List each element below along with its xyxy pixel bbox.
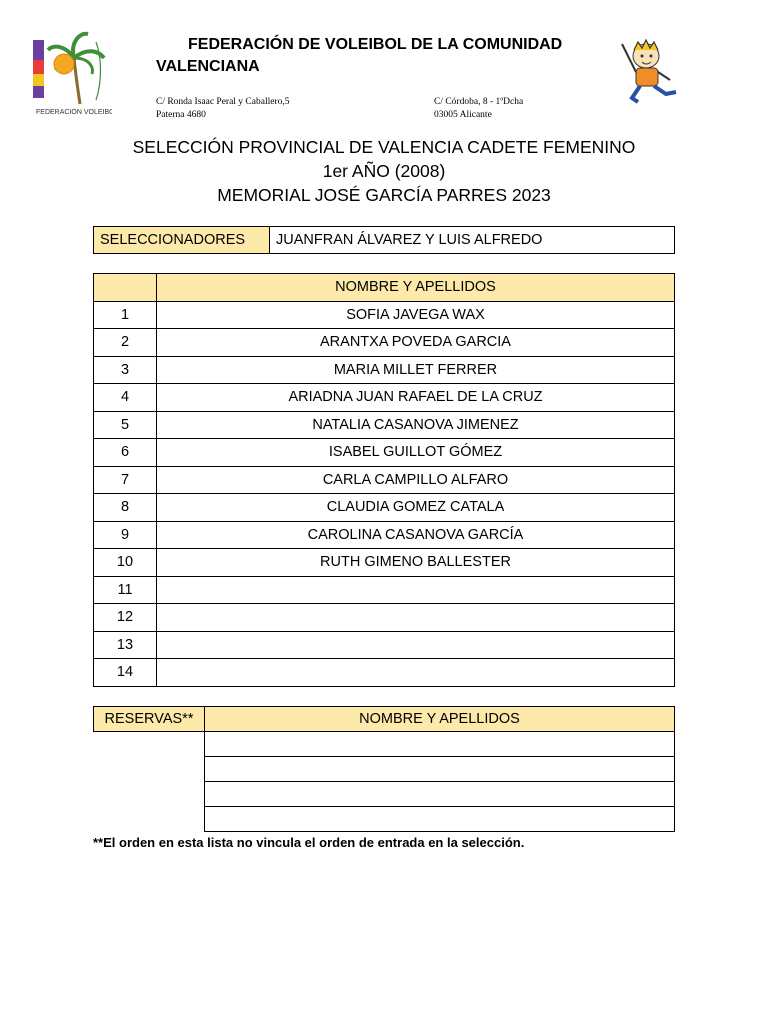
reserve-spacer xyxy=(94,807,205,832)
table-row xyxy=(94,466,675,494)
reserves-header-name: NOMBRE Y APELLIDOS xyxy=(205,707,675,732)
table-row xyxy=(94,384,675,412)
players-table xyxy=(93,273,675,687)
player-name: ISABEL GUILLOT GÓMEZ xyxy=(157,439,675,467)
reserve-name xyxy=(205,757,675,782)
player-name: RUTH GIMENO BALLESTER xyxy=(157,549,675,577)
table-row xyxy=(94,757,675,782)
logo-bottom-text: FEDERACION VOLEIBOL xyxy=(36,109,112,116)
player-name: MARIA MILLET FERRER xyxy=(157,356,675,384)
reserve-spacer xyxy=(94,782,205,807)
player-number: 8 xyxy=(94,494,157,522)
mascot-body xyxy=(636,68,658,86)
table-row xyxy=(94,807,675,832)
mascot-leg xyxy=(654,86,676,94)
player-name xyxy=(157,631,675,659)
player-name: CLAUDIA GOMEZ CATALA xyxy=(157,494,675,522)
palm-trunk xyxy=(74,58,80,104)
table-row xyxy=(94,576,675,604)
player-number: 12 xyxy=(94,604,157,632)
players-header-num xyxy=(94,274,157,302)
address-paterna xyxy=(156,96,290,122)
address-line: Paterna 4680 xyxy=(156,110,206,120)
player-name: NATALIA CASANOVA JIMENEZ xyxy=(157,411,675,439)
table-row xyxy=(94,439,675,467)
logo-stripe-yellow xyxy=(33,74,44,86)
reserve-name xyxy=(205,732,675,757)
table-row xyxy=(94,521,675,549)
player-number: 14 xyxy=(94,659,157,687)
reserves-header-row xyxy=(94,707,675,732)
player-number: 4 xyxy=(94,384,157,412)
org-name-line2: VALENCIANA xyxy=(156,58,260,75)
address-line: 03005 Alicante xyxy=(434,110,492,120)
table-row xyxy=(94,494,675,522)
table-row xyxy=(94,329,675,357)
table-row xyxy=(94,356,675,384)
reserve-spacer xyxy=(94,757,205,782)
document-subtitle-year: 1er AÑO (2008) xyxy=(322,161,446,181)
ball-icon xyxy=(54,54,74,74)
org-name-line1: FEDERACIÓN DE VOLEIBOL DE LA COMUNIDAD xyxy=(188,36,563,53)
player-name xyxy=(157,659,675,687)
player-number: 11 xyxy=(94,576,157,604)
table-row xyxy=(94,631,675,659)
reserve-spacer xyxy=(94,732,205,757)
reserve-name xyxy=(205,782,675,807)
address-line: C/ Córdoba, 8 - 1ºDcha xyxy=(434,97,524,107)
table-row xyxy=(94,549,675,577)
table-row xyxy=(94,301,675,329)
table-row xyxy=(94,659,675,687)
player-name: CAROLINA CASANOVA GARCÍA xyxy=(157,521,675,549)
logo-stripe-red xyxy=(33,60,44,74)
player-number: 7 xyxy=(94,466,157,494)
federation-logo xyxy=(30,28,112,118)
selectors-table xyxy=(93,226,675,254)
player-name: SOFIA JAVEGA WAX xyxy=(157,301,675,329)
mascot-logo xyxy=(614,38,690,106)
player-number: 13 xyxy=(94,631,157,659)
table-row xyxy=(94,604,675,632)
player-number: 9 xyxy=(94,521,157,549)
player-number: 2 xyxy=(94,329,157,357)
selectors-label: SELECCIONADORES xyxy=(94,227,270,254)
player-number: 6 xyxy=(94,439,157,467)
mascot-leg xyxy=(632,86,640,102)
players-body xyxy=(94,301,675,686)
player-name: ARANTXA POVEDA GARCIA xyxy=(157,329,675,357)
footnote: **El orden en esta lista no vincula el orden de entrada en la selección. xyxy=(93,835,525,850)
player-number: 10 xyxy=(94,549,157,577)
table-row xyxy=(94,411,675,439)
player-name: CARLA CAMPILLO ALFARO xyxy=(157,466,675,494)
player-number: 1 xyxy=(94,301,157,329)
table-row xyxy=(94,782,675,807)
selectors-value: JUANFRAN ÁLVAREZ Y LUIS ALFREDO xyxy=(270,227,675,254)
reserve-name xyxy=(205,807,675,832)
table-row xyxy=(94,732,675,757)
address-line: C/ Ronda Isaac Peral y Caballero,5 xyxy=(156,97,290,107)
reserves-label: RESERVAS** xyxy=(94,707,205,732)
players-header-name: NOMBRE Y APELLIDOS xyxy=(157,274,675,302)
players-header-row xyxy=(94,274,675,302)
player-number: 5 xyxy=(94,411,157,439)
player-name: ARIADNA JUAN RAFAEL DE LA CRUZ xyxy=(157,384,675,412)
reserves-table xyxy=(93,706,675,832)
address-alicante xyxy=(434,96,523,122)
player-number: 3 xyxy=(94,356,157,384)
player-name xyxy=(157,576,675,604)
document-title: SELECCIÓN PROVINCIAL DE VALENCIA CADETE FEMENINO xyxy=(132,137,636,157)
document-subtitle-event: MEMORIAL JOSÉ GARCÍA PARRES 2023 xyxy=(217,185,551,205)
mascot-hair xyxy=(634,40,658,50)
player-name xyxy=(157,604,675,632)
reserves-body xyxy=(94,732,675,832)
